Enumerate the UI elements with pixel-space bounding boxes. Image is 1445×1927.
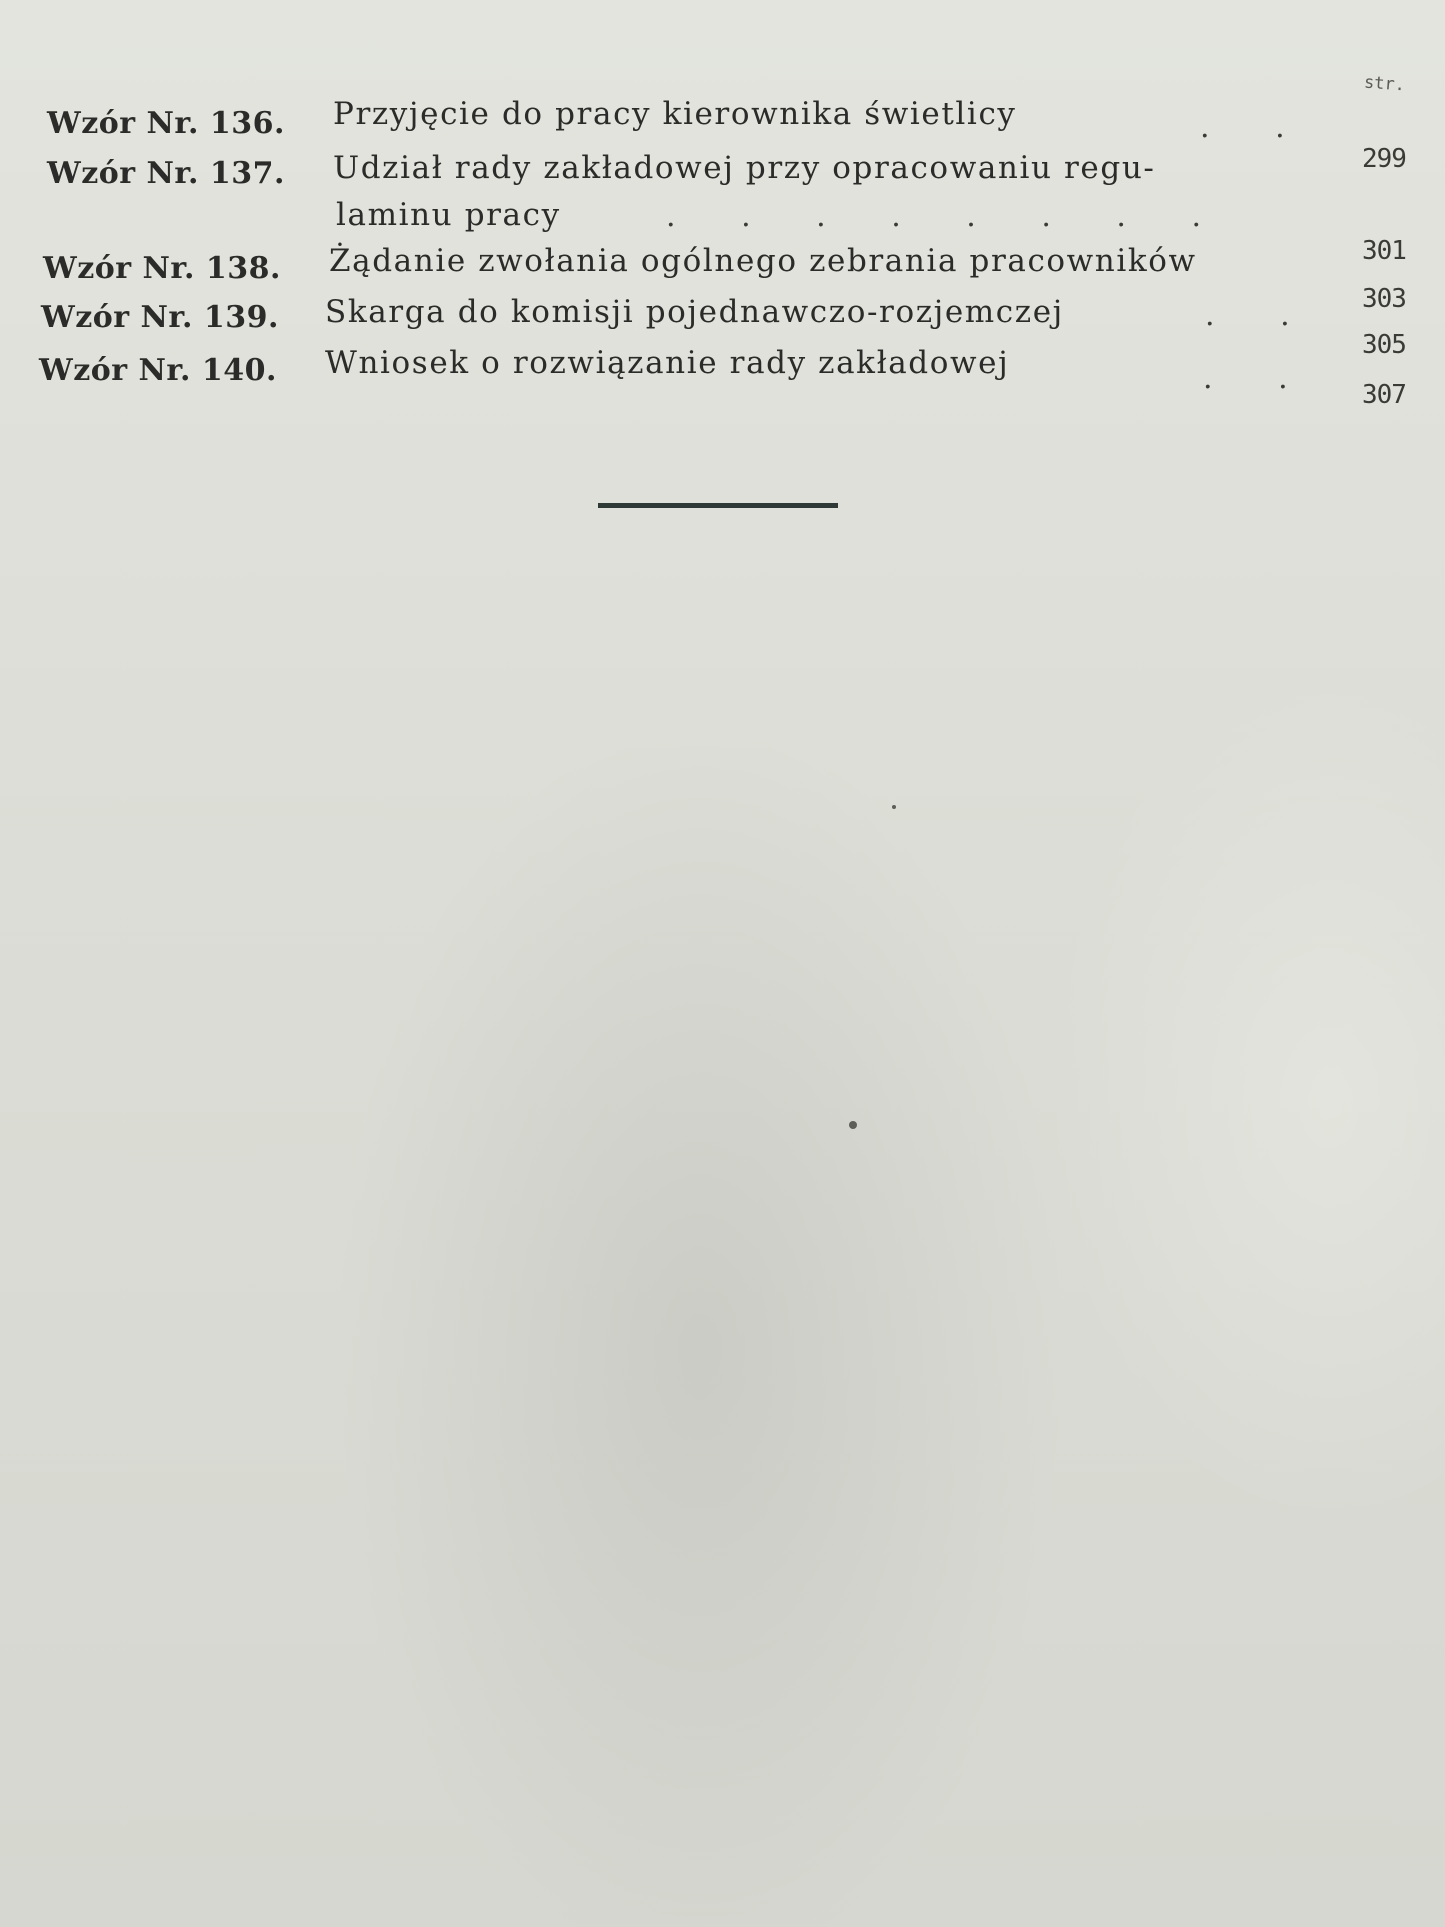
entry-number: Wzór Nr. 138.	[43, 251, 281, 286]
toc-entry-139	[0, 294, 1445, 338]
entry-leader: . .	[1200, 110, 1313, 145]
entry-number: Wzór Nr. 137.	[47, 156, 285, 191]
entry-leader: . .	[1203, 361, 1316, 396]
entry-page-number: 303	[1362, 284, 1406, 314]
entry-title: Skarga do komisji pojednawczo-rozjemczej	[325, 294, 1064, 330]
entry-page-number: 307	[1362, 380, 1406, 410]
entry-page-number: 299	[1362, 144, 1406, 174]
entry-number: Wzór Nr. 140.	[39, 353, 277, 388]
toc-entry-137-continuation	[0, 197, 1445, 241]
entry-page-number: 301	[1362, 236, 1406, 266]
entry-page-number: 305	[1362, 330, 1406, 360]
section-divider	[598, 503, 838, 508]
toc-entry-138	[0, 243, 1445, 287]
toc-entry-137	[0, 150, 1445, 194]
entry-title: Żądanie zwołania ogólnego zebrania pracowników	[329, 243, 1197, 279]
paper-speck	[849, 1121, 857, 1129]
entry-leader: . .	[1205, 298, 1318, 333]
entry-number: Wzór Nr. 139.	[41, 300, 279, 335]
entry-number: Wzór Nr. 136.	[47, 106, 285, 141]
toc-entry-136	[0, 96, 1445, 145]
entry-title-continuation: laminu pracy	[336, 197, 561, 233]
paper-speck	[892, 805, 896, 809]
entry-title: Przyjęcie do pracy kierownika świetlicy	[333, 96, 1017, 132]
entry-leader: . . . . . . . .	[666, 199, 1230, 234]
entry-title: Udział rady zakładowej przy opracowaniu regu-	[333, 150, 1156, 186]
page-column-label: str.	[1363, 72, 1406, 96]
entry-title: Wniosek o rozwiązanie rady zakładowej	[325, 345, 1010, 381]
